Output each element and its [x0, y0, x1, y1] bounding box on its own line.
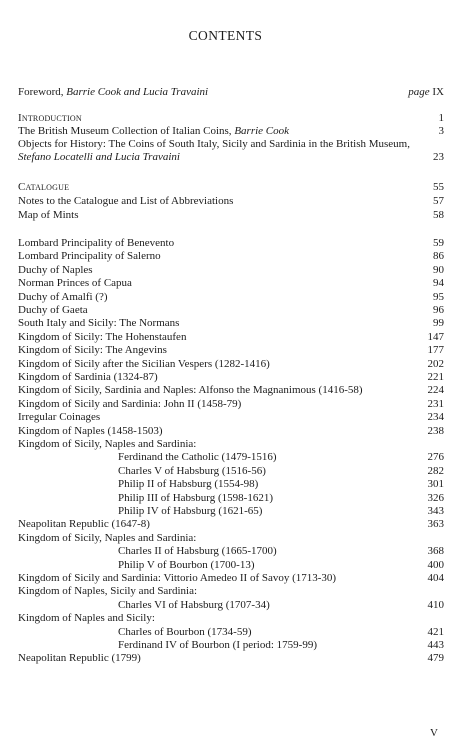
toc-entry-introduction[interactable] [18, 112, 444, 125]
toc-entry[interactable] [18, 572, 444, 585]
toc-entry[interactable] [18, 371, 444, 384]
toc-entry-label: Kingdom of Sicily: The Hohenstaufen [18, 330, 187, 343]
toc-entry-page: 224 [427, 384, 444, 397]
toc-entry[interactable] [118, 478, 444, 491]
toc-entry-page: 421 [427, 625, 444, 638]
toc-entry[interactable] [18, 518, 444, 531]
toc-entry-page: 368 [427, 545, 444, 558]
toc-entry-label: Introduction [18, 112, 82, 124]
toc-entry-label: Kingdom of Naples (1458-1503) [18, 424, 163, 437]
toc-entry-label: Kingdom of Naples, Sicily and Sardinia: [18, 585, 198, 598]
toc-entry-objects[interactable] [18, 138, 444, 164]
toc-entry-label: Philip V of Bourbon (1700-13) [118, 558, 255, 571]
toc-entry-label: The British Museum Collection of Italian Coins, [18, 125, 235, 137]
toc-entry[interactable] [118, 505, 444, 518]
toc-entry[interactable] [18, 438, 444, 451]
toc-entry-label: Kingdom of Sicily and Sardinia: Vittorio Amedeo II of Savoy (1713-30) [18, 572, 337, 584]
toc-entry-page: 202 [427, 357, 444, 370]
toc-entry-page: 221 [427, 371, 444, 383]
toc-entry[interactable] [18, 264, 444, 277]
toc-entry-label: Neapolitan Republic (1647-8) [18, 518, 150, 531]
toc-entry-page: 94 [433, 277, 444, 290]
toc-entry-catalogue[interactable] [18, 181, 444, 194]
toc-entry[interactable] [18, 652, 444, 665]
toc-entry-label: Kingdom of Sicily, Naples and Sardinia: [18, 438, 197, 450]
toc-entry-page: 99 [433, 317, 444, 330]
toc-entry[interactable] [18, 585, 444, 598]
toc-entry-bm-collection[interactable] [18, 125, 444, 138]
toc-entry-label: Charles VI of Habsburg (1707-34) [118, 598, 270, 611]
toc-entry-notes[interactable] [18, 195, 444, 208]
toc-entry-label: Charles II of Habsburg (1665-1700) [118, 545, 277, 558]
toc-entry[interactable] [18, 277, 444, 290]
toc-entry-label: Notes to the Catalogue and List of Abbreviations [18, 195, 234, 207]
page-title: CONTENTS [188, 28, 263, 43]
toc-entry-page: 90 [433, 263, 444, 276]
toc-entry[interactable] [18, 344, 444, 357]
toc-entry[interactable] [18, 612, 444, 625]
toc-entry-page: 58 [433, 209, 444, 221]
toc-entry[interactable] [118, 492, 444, 505]
toc-entry-page: 23 [433, 151, 444, 163]
toc-entry-label: Lombard Principality of Benevento [18, 237, 175, 249]
toc-entry-label: Kingdom of Sicily and Sardinia: John II (1458-79) [18, 397, 242, 410]
toc-entry[interactable] [118, 465, 444, 478]
toc-entry[interactable] [18, 532, 444, 545]
toc-entry[interactable] [118, 451, 444, 464]
toc-entry-page: 276 [427, 451, 444, 464]
toc-entry-page: 400 [427, 558, 444, 571]
toc-entry-label: Objects for History: The Coins of South Italy, Sicily and Sardinia in the British Museum, [18, 138, 410, 150]
toc-entry-page: 177 [427, 344, 444, 357]
toc-entry-page: 326 [427, 491, 444, 504]
toc-entry-page: 3 [438, 125, 444, 137]
toc-entry-page: 231 [427, 397, 444, 410]
toc-entry-label: Philip III of Habsburg (1598-1621) [118, 491, 273, 504]
toc-entry-page: 86 [433, 250, 444, 263]
toc-entry-label: Norman Princes of Capua [18, 277, 132, 290]
toc-entry-label: Kingdom of Sardinia (1324-87) [18, 371, 158, 383]
toc-entry-label: South Italy and Sicily: The Normans [18, 317, 180, 330]
toc-entry-page: 1 [438, 112, 444, 124]
toc-entry-page: 57 [433, 195, 444, 207]
toc-entry[interactable] [18, 331, 444, 344]
toc-entry-page: 55 [433, 181, 444, 193]
toc-entry-page: 238 [427, 424, 444, 437]
toc-entry-label: Duchy of Amalfi (?) [18, 290, 108, 303]
toc-entry-page: 443 [427, 639, 444, 651]
toc-entry-foreword[interactable] [18, 86, 444, 99]
toc-entry-authors: Barrie Cook and Lucia Travaini [66, 86, 209, 98]
toc-entry[interactable] [18, 358, 444, 371]
toc-entry-label: Map of Mints [18, 209, 79, 221]
toc-entry-label: Lombard Principality of Salerno [18, 250, 161, 263]
toc-entry-map[interactable] [18, 209, 444, 222]
toc-entry[interactable] [18, 425, 444, 438]
toc-entry[interactable] [118, 639, 444, 652]
toc-entry[interactable] [18, 291, 444, 304]
toc-entry-label: Kingdom of Sicily after the Sicilian Vespers (1282-1416) [18, 357, 270, 370]
toc-entry-label: Catalogue [18, 181, 70, 193]
toc-entry[interactable] [118, 599, 444, 612]
toc-entry-label: Duchy of Naples [18, 263, 93, 276]
toc-entry-label: Kingdom of Naples and Sicily: [18, 612, 155, 625]
toc-entry-authors: Stefano Locatelli and Lucia Travaini [18, 151, 180, 163]
page-prefix: page [408, 86, 430, 98]
toc-entry-page: 59 [433, 237, 444, 249]
toc-entry-label: Charles V of Habsburg (1516-56) [118, 464, 266, 477]
toc-entry[interactable] [18, 250, 444, 263]
toc-entry-label: Ferdinand IV of Bourbon (I period: 1759-99) [118, 639, 317, 651]
toc-entry[interactable] [118, 545, 444, 558]
toc-entry-page: 343 [427, 505, 444, 517]
toc-entry[interactable] [18, 304, 444, 317]
toc-entry-page: 234 [427, 411, 444, 424]
page-number: V [430, 727, 438, 739]
toc-entry[interactable] [118, 559, 444, 572]
toc-entry-authors: Barrie Cook [234, 125, 290, 137]
toc-entry-page: 301 [427, 478, 444, 491]
toc-entry[interactable] [18, 384, 444, 397]
toc-entry-page: 147 [427, 330, 444, 343]
toc-entry-page: 404 [427, 572, 444, 584]
toc-entry-label: Charles of Bourbon (1734-59) [118, 625, 252, 638]
toc-entry[interactable] [18, 317, 444, 330]
toc-entry-label: Duchy of Gaeta [18, 304, 88, 316]
toc-entry-page: 479 [427, 652, 444, 665]
toc-entry-label: Neapolitan Republic (1799) [18, 652, 141, 665]
toc-entry-label: Irregular Coinages [18, 411, 101, 424]
toc-entry[interactable] [18, 398, 444, 411]
toc-entry-label: Foreword, [18, 86, 67, 98]
toc-entry-label: Philip IV of Habsburg (1621-65) [118, 505, 263, 517]
toc-entry-page: 96 [433, 304, 444, 316]
toc-entry-page: 95 [433, 290, 444, 303]
toc-entry[interactable] [18, 237, 444, 250]
toc-entry-page: 282 [427, 464, 444, 477]
toc-entry-label: Philip II of Habsburg (1554-98) [118, 478, 259, 491]
toc-entry-label: Kingdom of Sicily, Naples and Sardinia: [18, 531, 197, 544]
toc-entry-label: Ferdinand the Catholic (1479-1516) [118, 451, 277, 464]
toc-entry-label: Kingdom of Sicily: The Angevins [18, 344, 167, 357]
toc-entry-page: IX [432, 86, 444, 98]
toc-entry-page: 410 [427, 598, 444, 611]
toc-entry[interactable] [18, 411, 444, 424]
toc-entry-page: 363 [427, 518, 444, 531]
toc-entry[interactable] [118, 626, 444, 639]
toc-entry-label: Kingdom of Sicily, Sardinia and Naples: Alfonso the Magnanimous (1416-58) [18, 384, 363, 397]
